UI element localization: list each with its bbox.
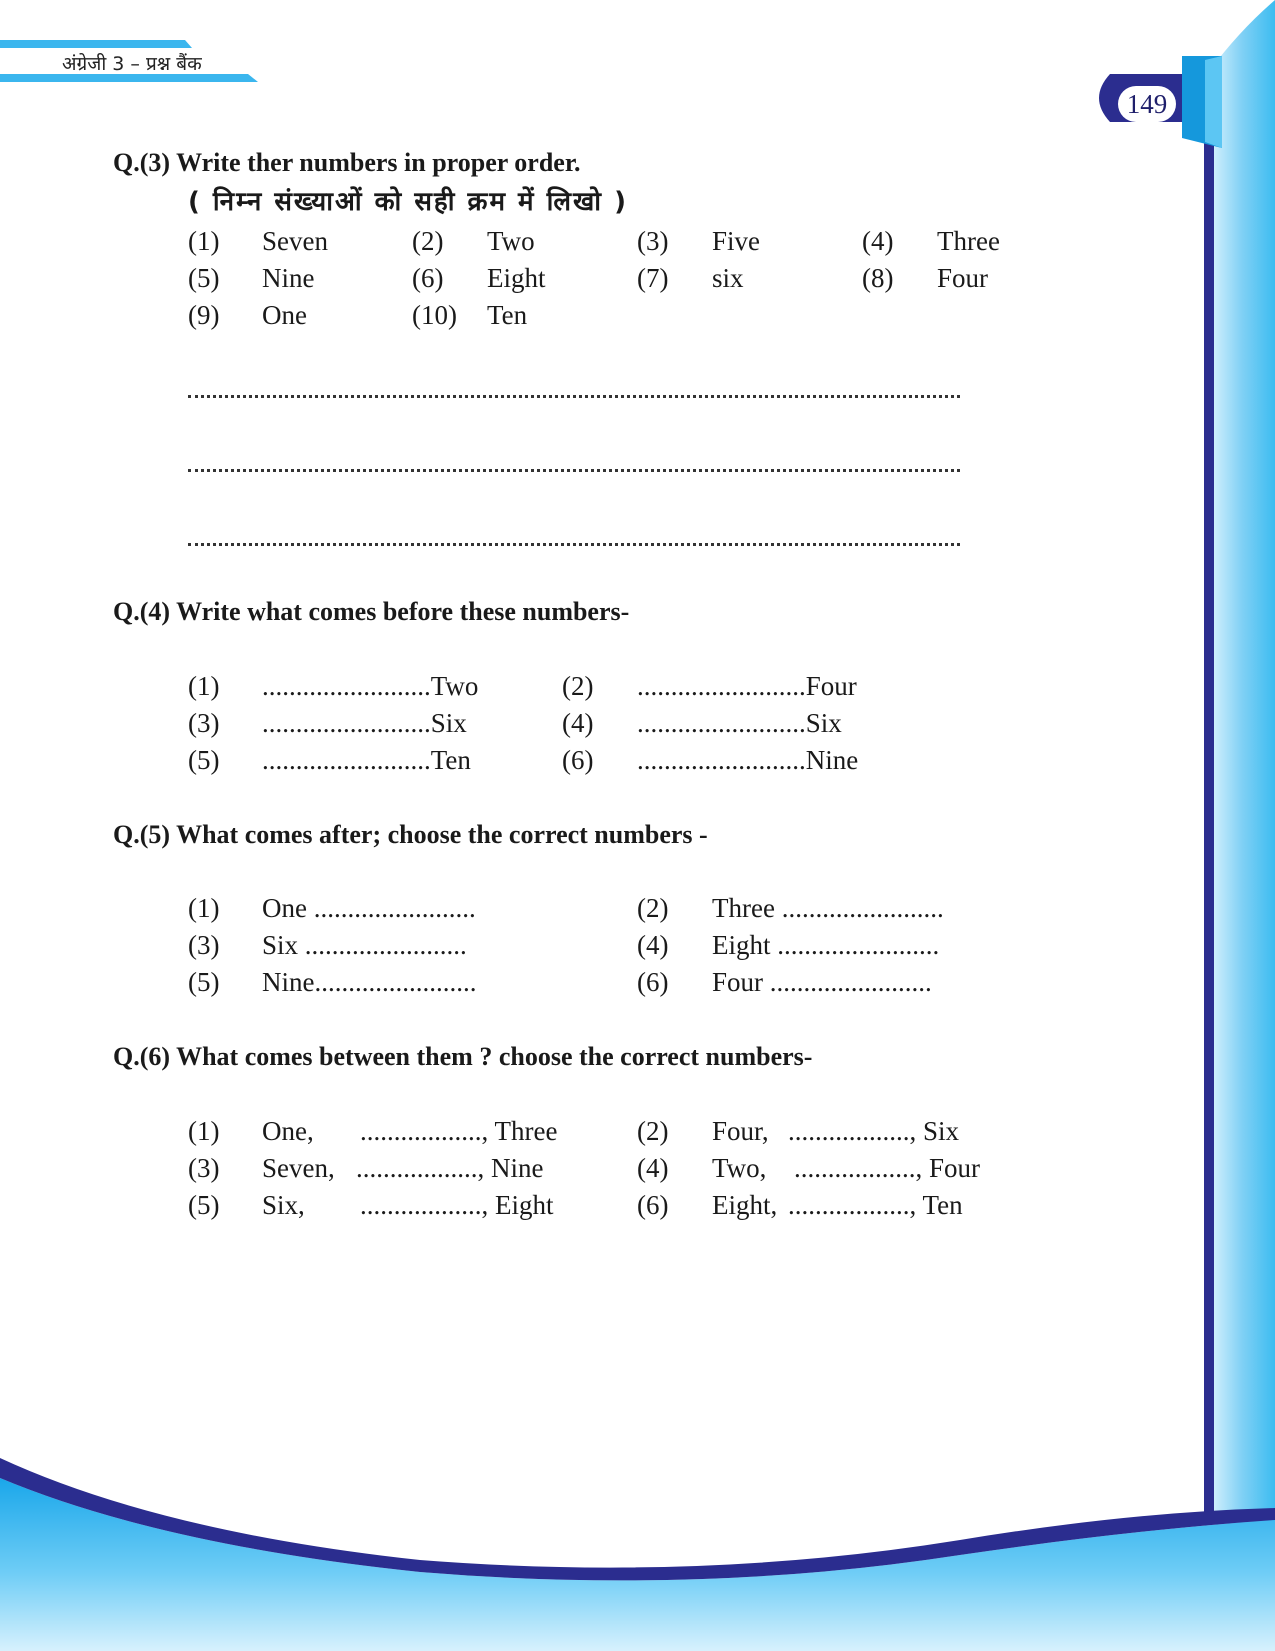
q5-item-num: (2) xyxy=(637,893,669,923)
q6-item-first: Seven, xyxy=(262,1153,335,1183)
header-title: अंग्रेजी 3 – प्रश्न बैंक xyxy=(62,53,202,75)
header-bar-top xyxy=(0,40,192,48)
q6-item-rest[interactable]: .................., Ten xyxy=(788,1190,963,1220)
q3-item-num: (6) xyxy=(412,263,444,293)
bottom-wave xyxy=(0,1478,1275,1651)
q5-item-text[interactable]: Nine........................ xyxy=(262,967,477,997)
q3-item-num: (10) xyxy=(412,300,457,330)
q3-item-word: Five xyxy=(712,226,761,256)
q6-item-num: (2) xyxy=(637,1116,669,1146)
q6-item-num: (4) xyxy=(637,1153,669,1183)
q3-item-word: Ten xyxy=(487,300,528,330)
q3-item-num: (3) xyxy=(637,226,669,256)
q6-item-num: (3) xyxy=(188,1153,220,1183)
q6-item-rest[interactable]: .................., Three xyxy=(360,1116,558,1146)
q5-item-text[interactable]: Six ........................ xyxy=(262,930,467,960)
q5-item-num: (3) xyxy=(188,930,220,960)
answer-line[interactable] xyxy=(188,467,960,472)
q6-item-num: (5) xyxy=(188,1190,220,1220)
q4-item-text[interactable]: .........................Nine xyxy=(637,745,859,775)
q5-item-text[interactable]: One ........................ xyxy=(262,893,476,923)
q3-item-word: Nine xyxy=(262,263,315,293)
q4-item-text[interactable]: .........................Six xyxy=(637,708,842,738)
q3-item-num: (9) xyxy=(188,300,220,330)
q4-item-text[interactable]: .........................Ten xyxy=(262,745,471,775)
q6-item-rest[interactable]: .................., Eight xyxy=(360,1190,554,1220)
q6-item-num: (6) xyxy=(637,1190,669,1220)
q6-item-first: Eight, xyxy=(712,1190,778,1220)
q3-subtitle: ( निम्न संख्याओं को सही क्रम में लिखो ) xyxy=(188,187,628,217)
q5-item-text[interactable]: Three ........................ xyxy=(712,893,944,923)
q6-item-first: One, xyxy=(262,1116,314,1146)
q4-item-text[interactable]: .........................Four xyxy=(637,671,857,701)
q3-item-num: (1) xyxy=(188,226,220,256)
q6-item-rest[interactable]: .................., Nine xyxy=(356,1153,544,1183)
q5-item-num: (5) xyxy=(188,967,220,997)
answer-line[interactable] xyxy=(188,541,960,546)
side-navy-line xyxy=(1204,120,1214,1520)
q5-item-text[interactable]: Four ........................ xyxy=(712,967,932,997)
q4-item-num: (2) xyxy=(562,671,594,701)
q3-title: Q.(3) Write ther numbers in proper order. xyxy=(113,148,581,177)
q6-item-first: Six, xyxy=(262,1190,305,1220)
q4-item-num: (3) xyxy=(188,708,220,738)
q4-item-num: (5) xyxy=(188,745,220,775)
q4-item-num: (1) xyxy=(188,671,220,701)
q3-item-word: One xyxy=(262,300,307,330)
q3-item-word: Eight xyxy=(487,263,546,293)
q3-item-num: (8) xyxy=(862,263,894,293)
side-band xyxy=(1210,0,1275,1651)
q6-item-first: Two, xyxy=(712,1153,767,1183)
q6-title: Q.(6) What comes between them ? choose the correct numbers- xyxy=(113,1042,813,1071)
q6-item-rest[interactable]: .................., Six xyxy=(788,1116,960,1146)
q6-item-num: (1) xyxy=(188,1116,220,1146)
q5-item-num: (1) xyxy=(188,893,220,923)
q4-title: Q.(4) Write what comes before these numbers- xyxy=(113,597,630,626)
q5-item-num: (6) xyxy=(637,967,669,997)
q4-item-text[interactable]: .........................Six xyxy=(262,708,467,738)
q6-item-first: Four, xyxy=(712,1116,769,1146)
answer-line[interactable] xyxy=(188,393,960,398)
q5-item-num: (4) xyxy=(637,930,669,960)
q6-item-rest[interactable]: .................., Four xyxy=(794,1153,981,1183)
tab-fold-light xyxy=(1205,56,1222,148)
q3-item-word: Two xyxy=(487,226,535,256)
q5-item-text[interactable]: Eight ........................ xyxy=(712,930,940,960)
q3-item-word: six xyxy=(712,263,744,293)
q3-item-num: (2) xyxy=(412,226,444,256)
q4-item-num: (6) xyxy=(562,745,594,775)
q4-item-num: (4) xyxy=(562,708,594,738)
q3-item-word: Four xyxy=(937,263,989,293)
q3-item-num: (5) xyxy=(188,263,220,293)
q3-item-word: Seven xyxy=(262,226,328,256)
page-number: 149 xyxy=(1118,86,1176,122)
q5-title: Q.(5) What comes after; choose the correct numbers - xyxy=(113,820,708,849)
q3-item-word: Three xyxy=(937,226,1000,256)
q3-item-num: (7) xyxy=(637,263,669,293)
q3-item-num: (4) xyxy=(862,226,894,256)
q4-item-text[interactable]: .........................Two xyxy=(262,671,479,701)
